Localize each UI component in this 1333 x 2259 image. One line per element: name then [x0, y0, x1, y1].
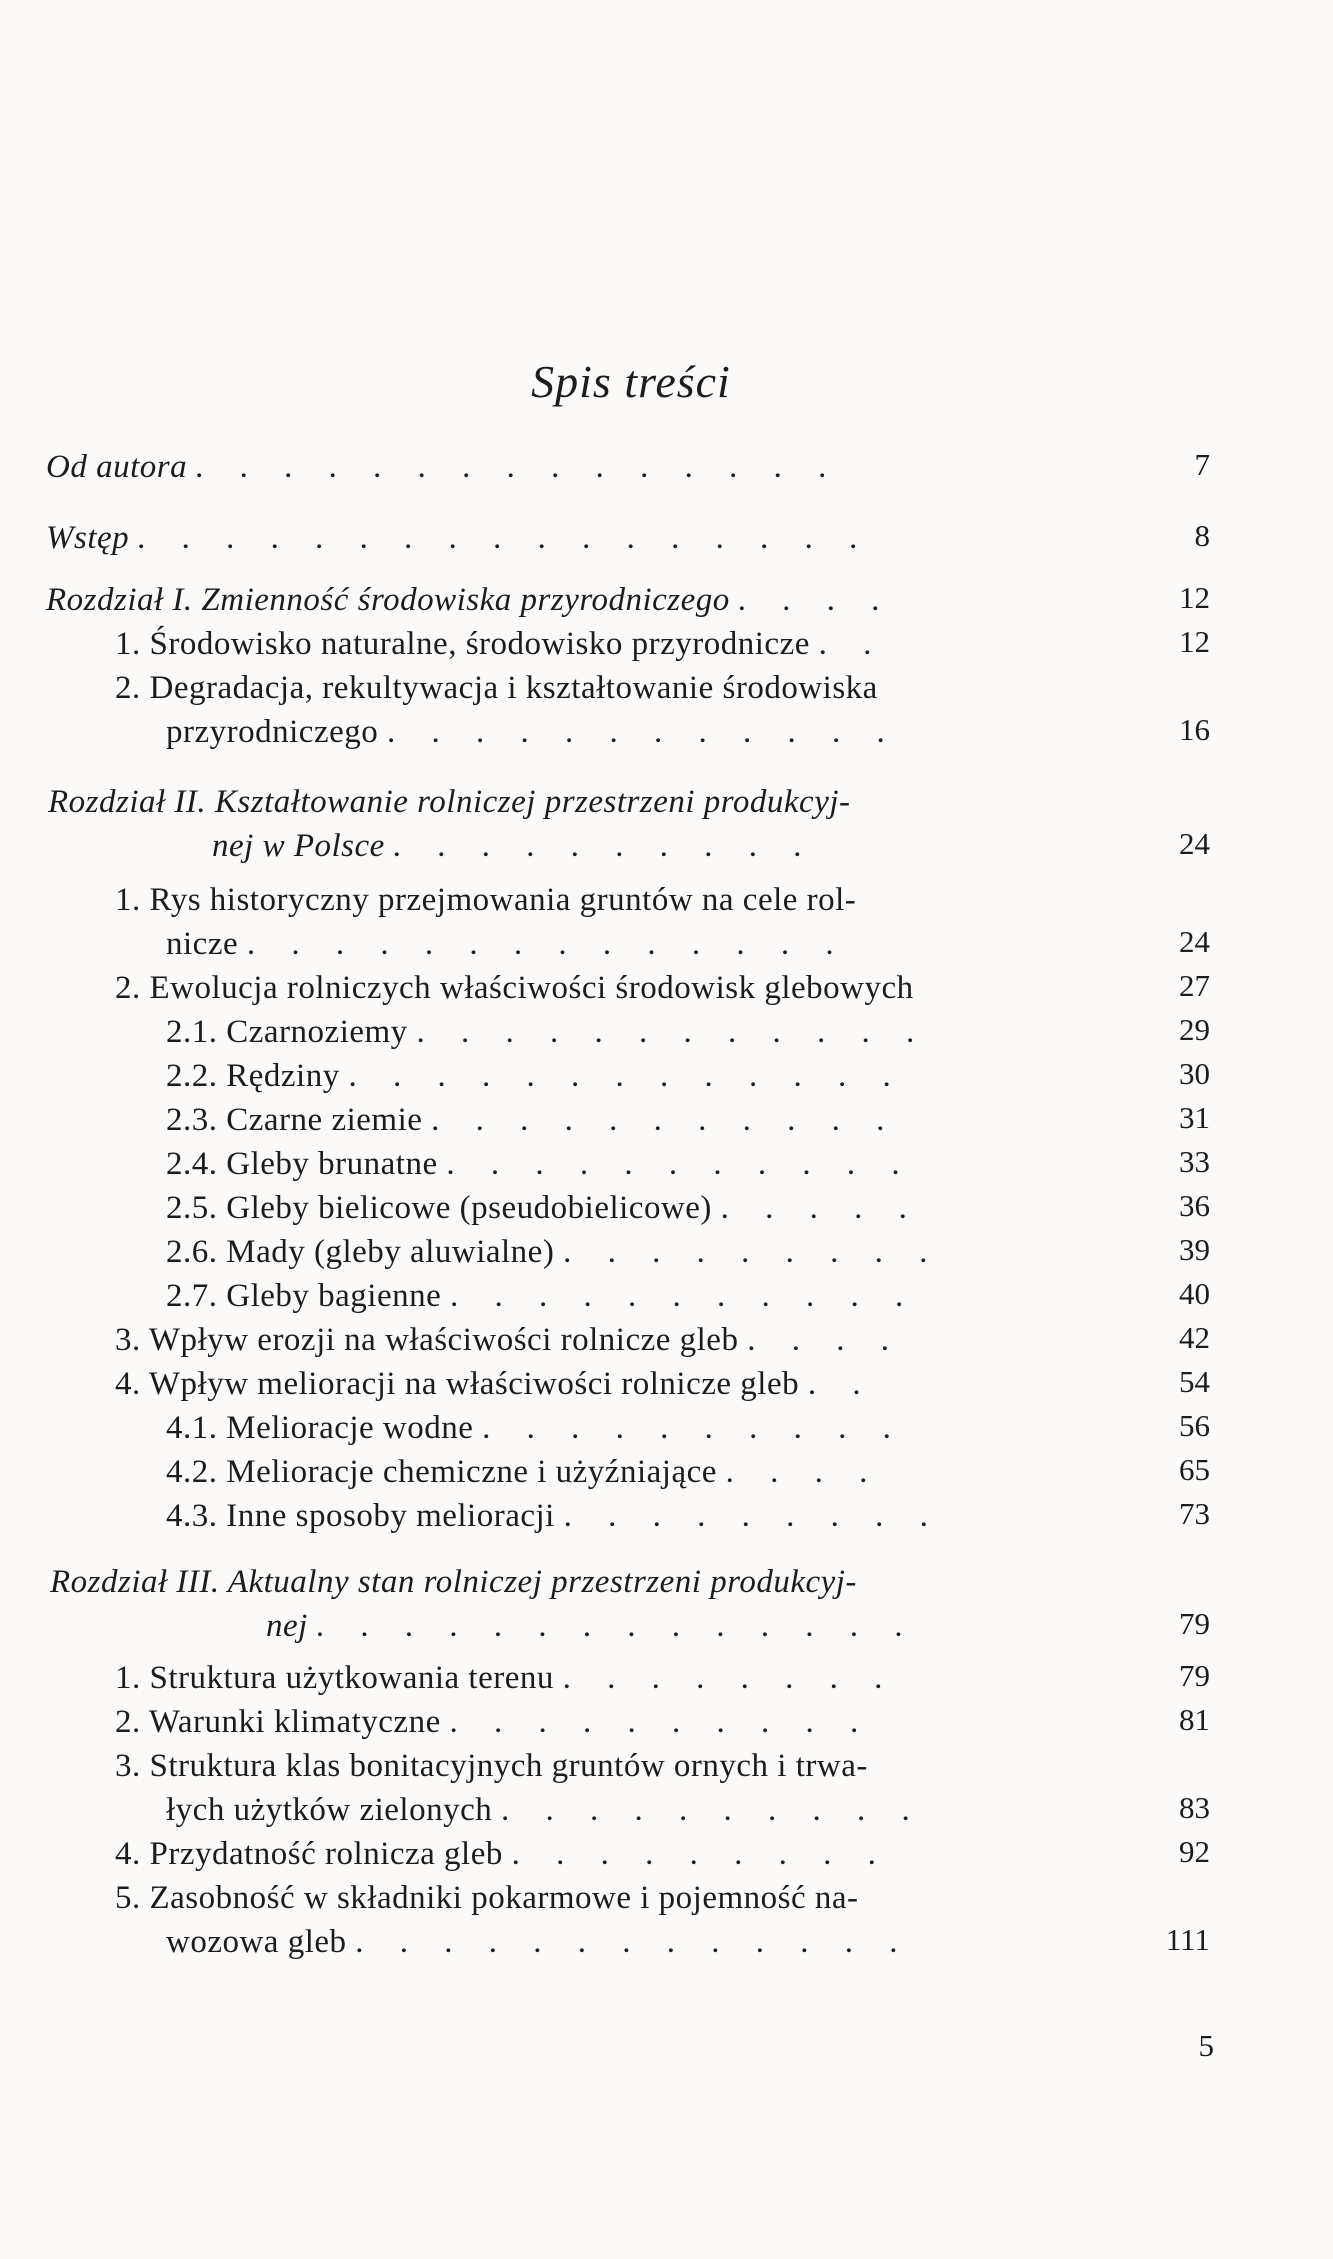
toc-subentry [166, 1496, 942, 1536]
toc-subentry [166, 1144, 914, 1184]
leader-dots: . . . . . . . . . . [449, 1704, 873, 1740]
toc-entry [115, 1878, 859, 1918]
entry-text: 5. Zasobność w składniki pokarmowe i pojemność na- [115, 1880, 859, 1916]
toc-entry [46, 447, 841, 487]
toc-subentry [166, 1056, 905, 1096]
entry-text: 2.5. Gleby bielicowe (pseudobielicowe) [166, 1190, 712, 1226]
entry-text: przyrodniczego [166, 714, 379, 750]
toc-entry [115, 1364, 875, 1404]
page-ref: 79 [1179, 1606, 1210, 1641]
entry-text: nicze [166, 926, 239, 962]
leader-dots: . . . . . . . . . . . . [416, 1014, 929, 1050]
entry-text: 2. Ewolucja rolniczych właściwości środowisk glebowych [115, 970, 914, 1006]
page-ref: 83 [1179, 1790, 1210, 1825]
leader-dots: . . . . . . . . . [511, 1836, 890, 1872]
leader-dots: . . . . . . . . . . . . [387, 714, 899, 750]
entry-text: 4. Wpływ melioracji na właściwości rolnicze gleb [115, 1366, 800, 1402]
page-ref: 16 [1179, 712, 1210, 747]
entry-text: Od autora [46, 449, 188, 485]
leader-dots: . . . . . . . . . . . [446, 1146, 914, 1182]
toc-subentry [166, 1188, 921, 1228]
entry-text: 2.6. Mady (gleby aluwialne) [166, 1234, 555, 1270]
leader-dots: . . . . [738, 582, 895, 618]
entry-text: nej [266, 1608, 308, 1644]
toc-entry [115, 1320, 903, 1360]
entry-text: 4.2. Melioracje chemiczne i użyźniające [166, 1454, 717, 1490]
leader-dots: . . . . [725, 1454, 882, 1490]
toc-subentry [166, 1452, 881, 1492]
toc-entry-continuation [166, 1790, 924, 1830]
page-ref: 31 [1179, 1100, 1210, 1135]
toc-entry-continuation [166, 712, 899, 752]
leader-dots: . . . . . . . . . . . [431, 1102, 899, 1138]
leader-dots: . . . . . . . . . [563, 1234, 942, 1270]
page-title: Spis treści [531, 356, 731, 407]
page-ref: 12 [1179, 580, 1210, 615]
chapter-heading-continuation [266, 1606, 917, 1646]
leader-dots: . . . . . . . . . . . . . [348, 1058, 905, 1094]
entry-text: 2.2. Rędziny [166, 1058, 340, 1094]
chapter-heading-continuation [212, 826, 816, 866]
toc-subentry [166, 1232, 941, 1272]
leader-dots: . . . . . . . . . . [482, 1410, 905, 1446]
entry-text: 3. Struktura klas bonitacyjnych gruntów ornych i trwa- [115, 1748, 868, 1784]
leader-dots: . . . . . [720, 1190, 921, 1226]
leader-dots: . . . . . . . . . . . . . . [316, 1608, 918, 1644]
chapter-heading [48, 782, 851, 822]
page-ref: 12 [1179, 624, 1210, 659]
leader-dots: . . . . . . . . . . . . . [355, 1924, 912, 1960]
page-ref: 29 [1179, 1012, 1210, 1047]
page-ref: 40 [1179, 1276, 1210, 1311]
toc-entry [46, 518, 872, 558]
toc-entry [115, 1702, 872, 1742]
page-ref: 7 [1194, 447, 1210, 482]
page-ref: 65 [1179, 1452, 1210, 1487]
leader-dots: . . . . . . . . . . . . . . . [195, 449, 842, 485]
entry-text: wozowa gleb [166, 1924, 347, 1960]
page-ref: 24 [1179, 924, 1210, 959]
toc-entry [115, 668, 878, 708]
leader-dots: . . . . [747, 1322, 903, 1358]
entry-text: 2.4. Gleby brunatne [166, 1146, 438, 1182]
entry-text: 2.1. Czarnoziemy [166, 1014, 408, 1050]
page-ref: 24 [1179, 826, 1210, 861]
entry-text: 3. Wpływ erozji na właściwości rolnicze gleb [115, 1322, 739, 1358]
page-ref: 36 [1179, 1188, 1210, 1223]
entry-text: 4.1. Melioracje wodne [166, 1410, 474, 1446]
leader-dots: . . [807, 1366, 875, 1402]
page-ref: 56 [1179, 1408, 1210, 1443]
entry-text: 2. Degradacja, rekultywacja i kształtowanie środowiska [115, 670, 878, 706]
toc-entry-continuation [166, 1922, 912, 1962]
page-ref: 33 [1179, 1144, 1210, 1179]
toc-entry [115, 1834, 890, 1874]
page-ref: 27 [1179, 968, 1210, 1003]
leader-dots: . . . . . . . . . . [393, 828, 817, 864]
entry-text: łych użytków zielonych [166, 1792, 493, 1828]
entry-text: nej w Polsce [212, 828, 385, 864]
entry-text: Rozdział III. Aktualny stan rolniczej przestrzeni produkcyj- [50, 1564, 857, 1600]
entry-text: 2. Warunki klimatyczne [115, 1704, 441, 1740]
leader-dots: . . . . . . . . . . . . . . [246, 926, 848, 962]
page-ref: 30 [1179, 1056, 1210, 1091]
toc-subentry [166, 1408, 905, 1448]
page-number: 5 [1198, 2028, 1214, 2063]
toc-entry-continuation [166, 924, 848, 964]
toc-entry [115, 1658, 896, 1698]
entry-text: Wstęp [46, 520, 130, 556]
entry-text: 1. Środowisko naturalne, środowisko przyrodnicze [115, 626, 810, 662]
toc-subentry [166, 1276, 917, 1316]
chapter-heading [46, 580, 894, 620]
entry-text: Rozdział II. Kształtowanie rolniczej przestrzeni produkcyj- [48, 784, 851, 820]
leader-dots: . . . . . . . . [562, 1660, 897, 1696]
leader-dots: . . [818, 626, 886, 662]
page-ref: 8 [1194, 518, 1210, 553]
leader-dots: . . . . . . . . . . . [450, 1278, 918, 1314]
page-ref: 111 [1165, 1922, 1210, 1957]
entry-text: 4.3. Inne sposoby melioracji [166, 1498, 555, 1534]
entry-text: 2.7. Gleby bagienne [166, 1278, 442, 1314]
toc-subentry [166, 1012, 928, 1052]
entry-text: Rozdział I. Zmienność środowiska przyrodniczego [46, 582, 730, 618]
toc-entry [115, 880, 856, 920]
toc-entry [115, 624, 885, 664]
page-ref: 39 [1179, 1232, 1210, 1267]
leader-dots: . . . . . . . . . [563, 1498, 942, 1534]
page-ref: 92 [1179, 1834, 1210, 1869]
toc-subentry [166, 1100, 898, 1140]
entry-text: 2.3. Czarne ziemie [166, 1102, 423, 1138]
page-ref: 54 [1179, 1364, 1210, 1399]
toc-entry [115, 968, 914, 1008]
toc-entry [115, 1746, 868, 1786]
entry-text: 1. Struktura użytkowania terenu [115, 1660, 554, 1696]
leader-dots: . . . . . . . . . . . . . . . . . [137, 520, 873, 556]
chapter-heading [50, 1562, 857, 1602]
entry-text: 4. Przydatność rolnicza gleb [115, 1836, 503, 1872]
page-ref: 42 [1179, 1320, 1210, 1355]
page-ref: 79 [1179, 1658, 1210, 1693]
leader-dots: . . . . . . . . . . [501, 1792, 924, 1828]
entry-text: 1. Rys historyczny przejmowania gruntów na cele rol- [115, 882, 857, 918]
page-ref: 81 [1179, 1702, 1210, 1737]
page-ref: 73 [1179, 1496, 1210, 1531]
